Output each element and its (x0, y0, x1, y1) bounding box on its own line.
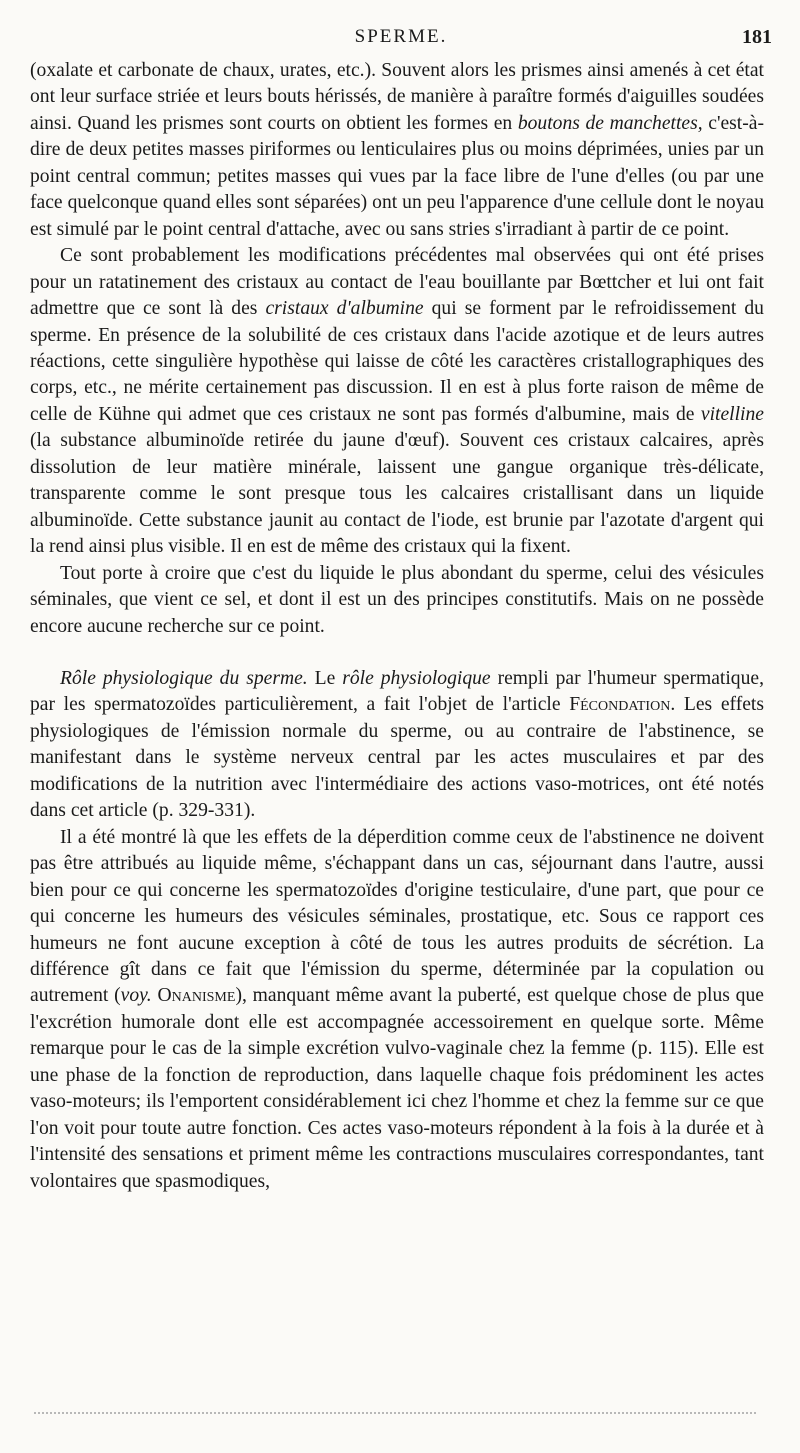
text-segment: cristaux d'albumine (265, 298, 424, 320)
text-segment: Tout porte à croire que c'est du liquide le plus abondant du sperme, celui des vésicules séminales, que vient ce sel, et dont il est un des principes constitutifs. Mais on ne possède encore aucune recherche sur ce point. (30, 562, 764, 637)
text-segment: (la substance albuminoïde retirée du jaune d'œuf). Souvent ces cristaux calcaires, après dissolution de leur matière minérale, laissent une gangue organique très-délicate, transparente comme le sont presque tous les calcaires cristallisant dans un liquide albuminoïde. Cette substance jaunit au contact de l'iode, est brunie par l'azotate d'argent qui la rend ainsi plus visible. Il en est de même des cristaux qui la fixent. (30, 430, 764, 558)
paragraph-2 (30, 243, 764, 560)
text-segment: . Les effets physiologiques de l'émission normale du sperme, ou au contraire de l'abstinence, se manifestant dans le système nerveux central par les actes musculaires et par des modifications de la nutrition avec l'intermédiaire des actions vaso-motrices, ont été notés dans cet article (p. 329-331). (30, 694, 764, 822)
text-segment: qui se forment par le refroidissement du sperme. En présence de la solubilité de ces cristaux dans l'acide azotique et de leurs autres réactions, cette singulière hypothèse qui laisse de côté les caractères cristallographiques des corps, etc., ne mérite certainement pas discussion. Il en est à plus forte raison de même de celle de Kühne qui admet que ces cristaux ne sont pas formés d'albumine, mais de (30, 298, 764, 425)
text-segment: Rôle physiologique du sperme. (60, 667, 308, 689)
paragraph-3 (30, 561, 764, 640)
text-segment: Le (307, 667, 343, 689)
page-header (30, 26, 772, 52)
text-segment: Ce sont probablement les modifications précédentes mal observées qui ont été prises pour un ratatinement des cristaux au contact de l'eau bouillante par Bœttcher et lui ont fait admettre que ce sont là des (30, 245, 764, 320)
body-text (30, 58, 764, 1195)
footer-dotted-rule (34, 1412, 756, 1414)
page-number: 181 (742, 26, 772, 48)
running-head: SPERME. (354, 26, 448, 47)
text-segment: ), manquant même avant la puberté, est quelque chose de plus que l'excrétion humorale dont elle est accompagnée accessoirement en quelque sorte. Même remarque pour le cas de la simple excrétion vulvo-vaginale chez la femme (p. 115). Elle est une phase de la fonction de reproduction, dans laquelle chaque fois prédominent les actes vaso-moteurs; ils l'emportent considérablement ici chez l'homme et chez la femme sur ce que l'on voit pour toute autre fonction. Ces actes vaso-moteurs répondent à la fois à la durée et à l'intensité des sensations et priment même les contractions musculaires correspondantes, tant volontaires que spasmodiques, (30, 985, 764, 1192)
paragraph-4-role-physiologique (30, 666, 764, 825)
text-segment: vitelline (700, 403, 764, 425)
text-segment: rempli par l'humeur spermatique, par les spermatozoïdes particulièrement, a fait l'objet de l'article (30, 667, 764, 716)
text-segment: (oxalate et carbonate de chaux, urates, etc.). Souvent alors les prismes ainsi amenés à cet état ont leur surface striée et leurs bouts hérissés, de manière à paraître formés d'aiguilles soudées ainsi. Quand les prismes sont courts on obtient les formes en (30, 60, 764, 134)
text-segment: boutons de manchettes, (517, 112, 703, 134)
text-segment: Onanisme (157, 985, 236, 1007)
paragraph-1 (30, 58, 764, 243)
text-segment: Fécondation (569, 694, 671, 716)
text-segment: rôle physiologique (342, 667, 491, 689)
text-segment: Il a été montré là que les effets de la déperdition comme ceux de l'abstinence ne doivent pas être attribués au liquide même, s'échappant dans un cas, séjournant dans l'autre, aussi bien pour ce qui concerne les spermatozoïdes d'origine testiculaire, d'une part, que pour ce qui concerne les humeurs des vésicules séminales, prostatique, etc. Sous ce rapport ces humeurs ne font aucune exception à côté de tous les autres produits de sécrétion. La différence gît dans ce fait que l'émission du sperme, déterminée par la copulation ou autrement ( (30, 826, 764, 1007)
text-segment: voy. (120, 985, 152, 1007)
text-segment: c'est-à-dire de deux petites masses piriformes ou lenticulaires plus ou moins déprimées, unies par un point central commun; petites masses qui vues par la face libre de l'une d'elles (ou par une face quelconque quand elles sont séparées) ont un peu l'apparence d'une cellule dont le noyau est simulé par le point central d'attache, avec ou sans stries s'irradiant à partir de ce point. (30, 112, 764, 240)
paragraph-5 (30, 825, 764, 1195)
